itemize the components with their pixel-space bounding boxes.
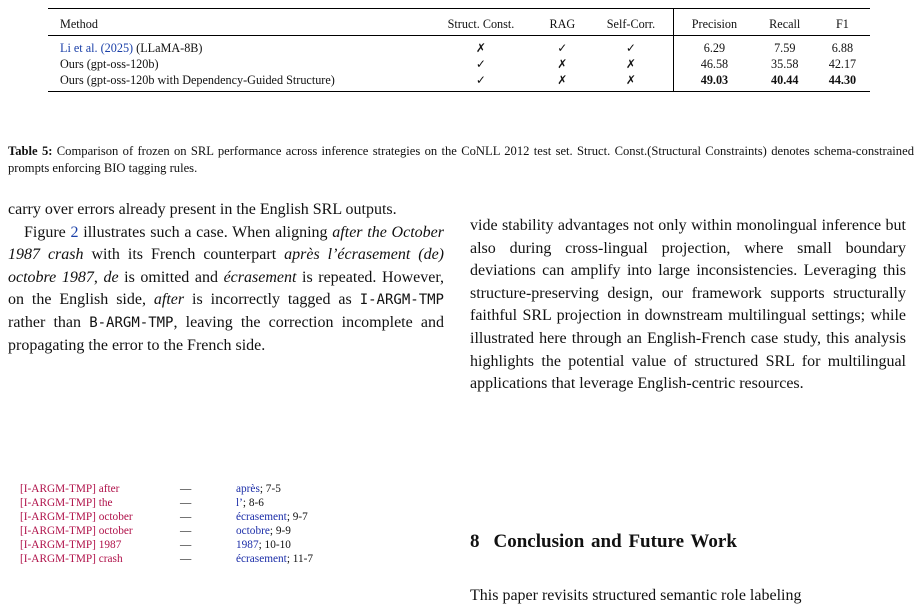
paragraph-carry-over: carry over errors already present in the English SRL outputs. <box>8 201 397 218</box>
alignment-figure <box>20 482 313 566</box>
alignment-tag: [I-ARGM-TMP] crash <box>20 553 123 565</box>
tag-right: B-ARGM-TMP <box>89 314 174 331</box>
conclusion-first-line: This paper revisits structured semantic role labeling <box>470 587 802 604</box>
struct-const-cell: ✓ <box>475 57 487 71</box>
section-heading <box>470 531 737 553</box>
results-table <box>48 8 870 92</box>
list-item <box>20 524 313 538</box>
alignment-french: écrasement <box>236 511 287 523</box>
alignment-dash: — <box>180 539 192 551</box>
col-header-method: Method <box>60 16 98 31</box>
alignment-french: 1987 <box>236 539 259 551</box>
alignment-index: ; 9-7 <box>286 511 308 523</box>
text-span: with its French counterpart <box>83 246 285 264</box>
f1-cell: 44.30 <box>828 73 857 87</box>
list-item <box>20 496 313 510</box>
text-span: is incorrectly tagged as <box>184 291 360 309</box>
paragraph-stability: vide stability advantages not only within monolingual inference but also during cross-lingual projection, where small boundary deviations can amplify into large inconsistencies. Leveraging this structure-preserving design, our framework supports structurally faithful SRL projection in downstream multilingual settings; while illustrated here through an English-French case study, this analysis highlights the potential value of structured SRL for multilingual applications that leverage English-centric resources. <box>470 217 906 393</box>
table-row <box>48 56 870 72</box>
word-ecrasement: écrasement <box>223 268 297 286</box>
table-row <box>48 36 870 57</box>
method-cell: Ours (gpt-oss-120b) <box>60 57 159 71</box>
rag-cell: ✗ <box>557 57 568 71</box>
text-span: illustrates such a case. When aligning <box>78 223 333 241</box>
caption-text: Comparison of frozen on SRL performance across inference strategies on the CoNLL 2012 test set. Struct. Const.(Structural Constraints) denotes schema-constrained prompts enforcing BIO tagging rules. <box>8 144 914 175</box>
f1-cell: 6.88 <box>831 41 854 55</box>
paragraph-figure-example <box>8 222 444 358</box>
struct-const-cell: ✓ <box>475 73 487 87</box>
rag-cell: ✓ <box>557 41 568 55</box>
precision-cell: 46.58 <box>674 56 755 72</box>
section-title: Conclusion and Future Work <box>493 531 737 552</box>
col-header-rag: RAG <box>549 16 576 31</box>
right-column <box>470 215 906 396</box>
text-span: Figure <box>24 223 71 241</box>
recall-cell: 35.58 <box>771 57 799 71</box>
citation-author[interactable]: Li et al. <box>60 41 98 55</box>
table-header-row <box>48 9 870 36</box>
col-header-struct-const: Struct. Const. <box>447 16 515 31</box>
table-row <box>48 72 870 92</box>
alignment-dash: — <box>180 553 192 565</box>
alignment-french: après <box>236 483 260 495</box>
alignment-index: ; 7-5 <box>259 483 281 495</box>
alignment-tag: [I-ARGM-TMP] october <box>20 525 133 537</box>
alignment-index: ; 10-10 <box>258 539 291 551</box>
alignment-french: écrasement <box>236 553 287 565</box>
text-span: rather than <box>8 313 90 331</box>
list-item <box>20 552 313 566</box>
alignment-dash: — <box>180 511 192 523</box>
word-after: after <box>153 291 185 309</box>
col-header-recall: Recall <box>769 16 801 31</box>
self-corr-cell: ✗ <box>625 73 637 87</box>
citation-year[interactable]: 2025 <box>104 41 130 55</box>
self-corr-cell: ✓ <box>625 41 637 55</box>
text-span: is repeated. However, on the English side, <box>8 268 445 309</box>
word-de: de <box>103 268 119 286</box>
alignment-tag: [I-ARGM-TMP] after <box>20 483 120 495</box>
rag-cell: ✗ <box>557 73 568 87</box>
precision-cell: 6.29 <box>674 36 755 57</box>
text-span: , leaving the correction incomplete and propagating the error to the French side. <box>8 313 444 354</box>
alignment-dash: — <box>180 525 192 537</box>
alignment-dash: — <box>180 497 192 509</box>
alignment-dash: — <box>180 483 192 495</box>
alignment-tag: [I-ARGM-TMP] 1987 <box>20 539 122 551</box>
recall-cell: 40.44 <box>771 73 799 87</box>
alignment-index: ; 9-9 <box>269 525 291 537</box>
figure-ref-link[interactable]: 2 <box>70 223 79 241</box>
alignment-index: ; 11-7 <box>286 553 314 565</box>
f1-cell: 42.17 <box>828 57 857 71</box>
col-header-f1: F1 <box>836 16 849 31</box>
text-span: , <box>93 268 104 286</box>
french-phrase: après l’écrasement (de) octobre 1987 <box>8 246 444 286</box>
method-model: (LLaMA-8B) <box>133 41 203 55</box>
list-item <box>20 510 313 524</box>
table-caption <box>8 143 914 177</box>
col-header-precision: Precision <box>674 9 755 36</box>
alignment-tag: [I-ARGM-TMP] october <box>20 511 133 523</box>
method-cell <box>48 36 426 57</box>
english-phrase: after the October 1987 crash <box>8 223 444 264</box>
citation-link[interactable]: Li et al. (2025) <box>60 41 134 55</box>
precision-cell: 49.03 <box>674 72 755 92</box>
list-item <box>20 482 313 496</box>
struct-const-cell: ✗ <box>475 41 487 55</box>
list-item <box>20 538 313 552</box>
tag-wrong: I-ARGM-TMP <box>359 292 444 309</box>
method-cell: Ours (gpt-oss-120b with Dependency-Guided Structure) <box>60 73 335 87</box>
caption-label: Table 5: <box>8 144 53 158</box>
section-number: 8 <box>470 531 480 552</box>
alignment-tag: [I-ARGM-TMP] the <box>20 497 113 509</box>
recall-cell: 7.59 <box>774 41 796 55</box>
left-column <box>8 199 444 357</box>
alignment-french: octobre <box>236 525 270 537</box>
col-header-self-corr: Self-Corr. <box>606 16 656 31</box>
self-corr-cell: ✗ <box>625 57 637 71</box>
results-table-container <box>48 8 870 92</box>
alignment-french: l’ <box>236 497 243 509</box>
alignment-index: ; 8-6 <box>242 497 264 509</box>
text-span: is omitted and <box>118 268 224 286</box>
